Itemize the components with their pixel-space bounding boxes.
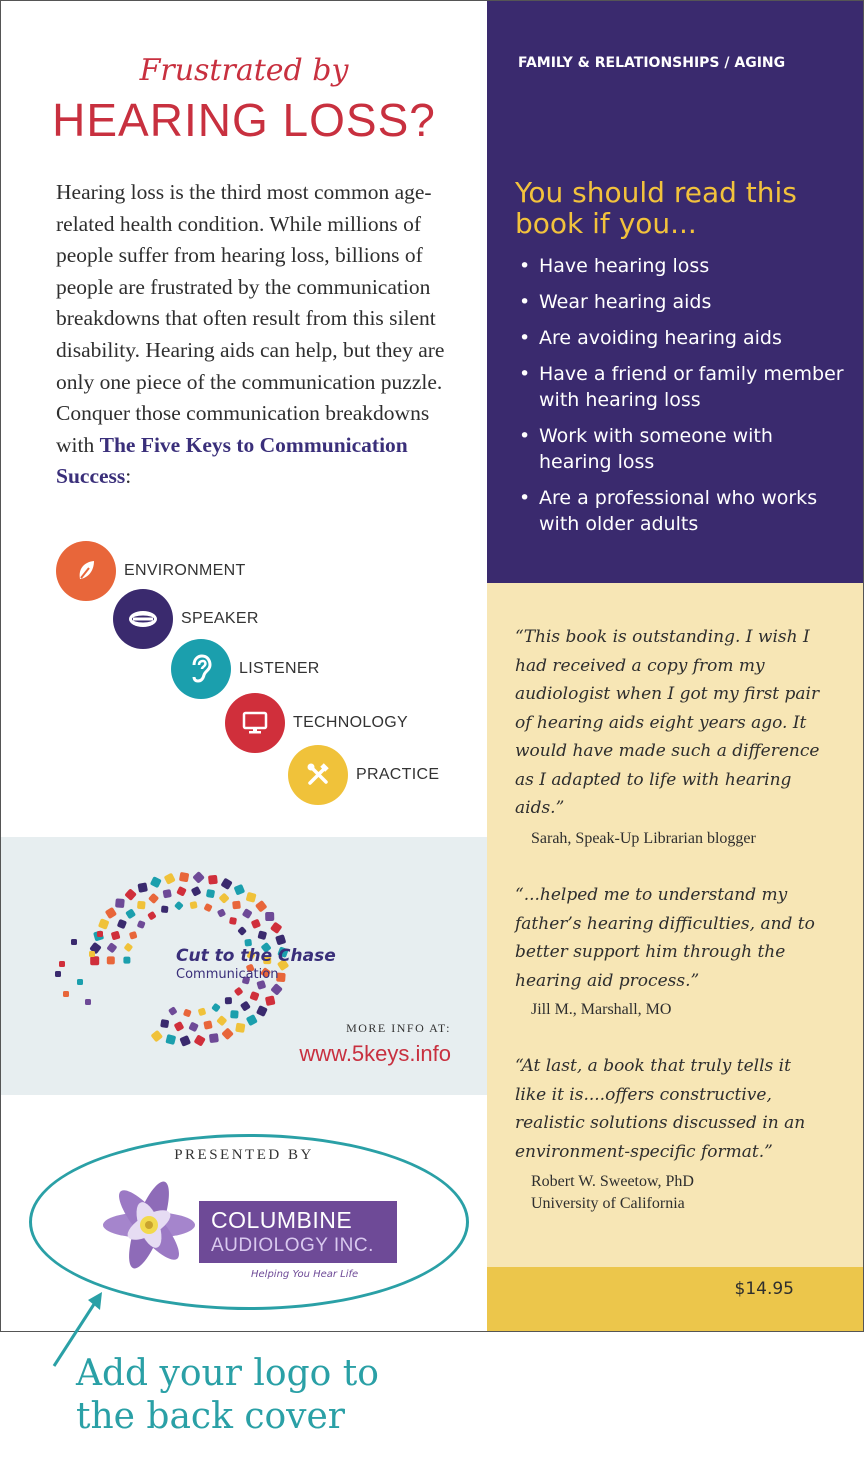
list-item: • Work with someone with hearing loss [517,423,847,475]
sponsor-tagline: Helping You Hear Life [251,1269,359,1280]
testimonial-quote: “At last, a book that truly tells it like it is....offers constructive, realistic solutions discussed in an environment-specific format.” [515,1056,806,1162]
intro-emphasis: The Five Keys to Communication Success [56,432,408,489]
sponsor-name: COLUMBINE [211,1207,353,1233]
columbine-flower-icon [87,1169,207,1287]
audience-panel [487,1,864,583]
key-label: PRACTICE [356,766,440,783]
list-item: • Are avoiding hearing aids [517,325,847,351]
key-technology [225,693,408,753]
price-band [487,1267,864,1331]
intro-text: Hearing loss is the third most common age-related health condition. While millions of people suffer from hearing loss, billions of people are frustrated by the communication breakdowns that often result from this silent disability. Hearing aids can help, but they are only one piece of the communication puzzle. Conquer those communication breakdowns with [56,180,445,457]
presented-by-label: PRESENTED BY [174,1147,314,1163]
list-item: • Are a professional who works with older adults [517,485,847,537]
left-column [1,1,487,1331]
testimonial-attribution-affiliation: University of California [531,1195,685,1212]
sponsor-name-line2: AUDIOLOGY INC. [211,1235,374,1256]
headline-small: Frustrated by [139,53,349,88]
testimonial-attribution: Sarah, Speak-Up Librarian blogger [531,830,756,847]
mouth-icon [113,589,173,649]
audience-heading: You should read this book if you... [515,176,797,240]
ear-icon [171,639,231,699]
monitor-icon [225,693,285,753]
more-info-label: MORE INFO AT: [346,1021,451,1035]
book-category: FAMILY & RELATIONSHIPS / AGING [518,55,786,71]
company-subtitle: Communication [176,967,279,982]
leaf-icon [56,541,116,601]
intro-paragraph [56,177,466,493]
list-item: • Have a friend or family member with hearing loss [517,361,847,413]
testimonial-attribution: Robert W. Sweetow, PhD [531,1173,694,1190]
right-column [487,1,864,1331]
intro-end: : [125,464,132,489]
logo-callout [76,1352,379,1438]
price: $14.95 [734,1279,794,1299]
list-item: • Wear hearing aids [517,289,847,315]
callout-line-1: Add your logo to [76,1353,379,1394]
audience-list [517,253,847,547]
callout-line-2: the back cover [76,1396,346,1437]
key-practice [288,745,439,805]
key-label: ENVIRONMENT [124,562,246,579]
testimonial-quote: “...helped me to understand my father’s hearing difficulties, and to better support him through the hearing aid process.” [515,885,815,991]
key-label: LISTENER [239,660,320,677]
company-name: Cut to the Chase [176,946,336,966]
tools-icon [288,745,348,805]
website-link[interactable]: www.5keys.info [299,1041,451,1066]
testimonial-quote: “This book is outstanding. I wish I had received a copy from my audiologist when I got my first pair of hearing aids eight years ago. It would have made such a difference as I adapted to life with hearing aids.” [515,627,820,818]
list-item: • Have hearing loss [517,253,847,279]
headline-big: HEARING LOSS? [52,94,436,146]
key-label: SPEAKER [181,610,259,627]
testimonial-attribution: Jill M., Marshall, MO [531,1001,672,1018]
key-label: TECHNOLOGY [293,714,409,731]
key-listener [171,639,320,699]
